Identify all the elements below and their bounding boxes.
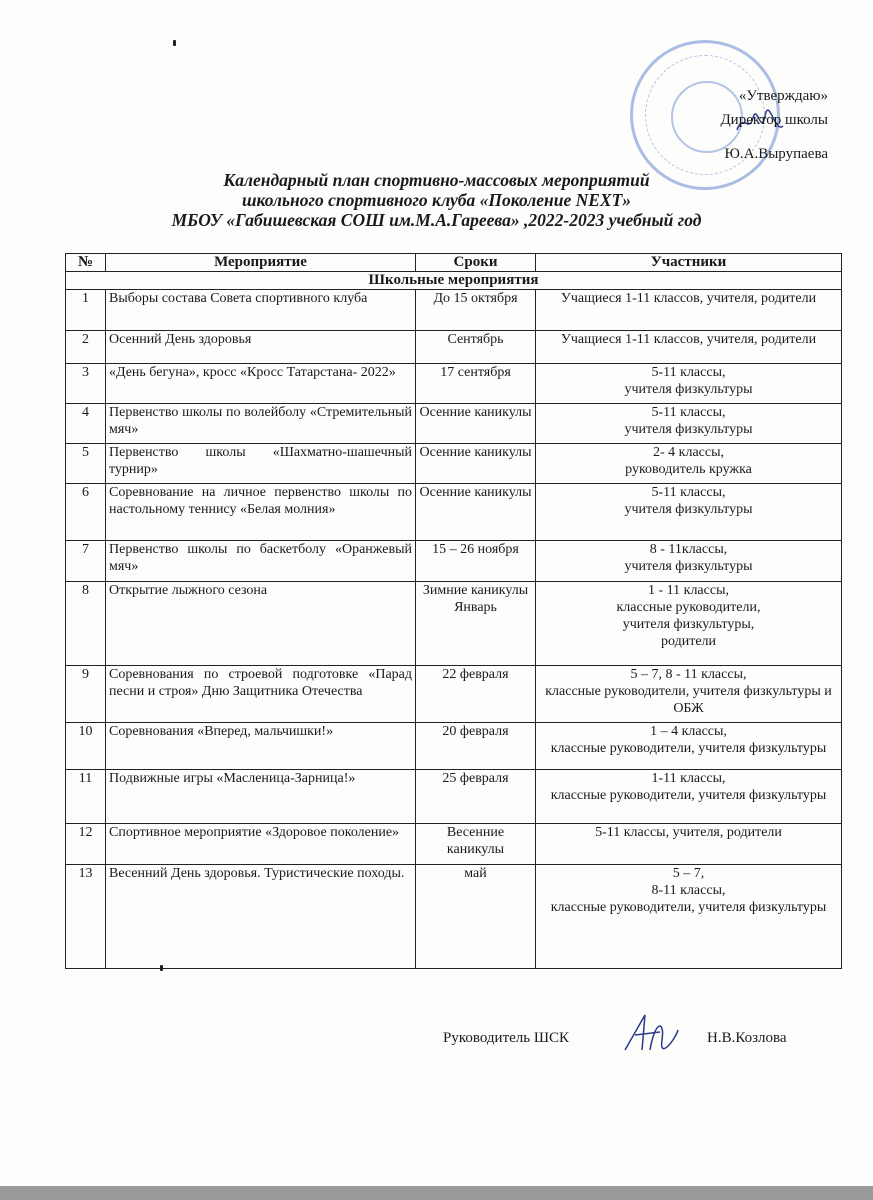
row-event: «День бегуна», кросс «Кросс Татарстана- 2022»: [106, 364, 416, 404]
row-participants: 5-11 классы, учителя, родители: [536, 824, 842, 865]
club-head-signature: [620, 1010, 680, 1055]
table-row: [66, 865, 842, 969]
row-participants: 5-11 классы, учителя физкультуры: [536, 404, 842, 444]
col-header-event: Мероприятие: [106, 254, 416, 272]
row-participants: 1 – 4 классы, классные руководители, учителя физкультуры: [536, 723, 842, 770]
row-dates: 22 февраля: [416, 666, 536, 723]
row-participants: 5 – 7, 8 - 11 классы, классные руководители, учителя физкультуры и ОБЖ: [536, 666, 842, 723]
row-number: 10: [66, 723, 106, 770]
row-number: 3: [66, 364, 106, 404]
row-dates: 17 сентября: [416, 364, 536, 404]
table-row: [66, 364, 842, 404]
scan-speck: [173, 40, 176, 46]
scan-edge: [0, 1186, 873, 1200]
row-dates: 25 февраля: [416, 770, 536, 824]
section-title: Школьные мероприятия: [66, 272, 842, 290]
row-number: 9: [66, 666, 106, 723]
table-row: [66, 444, 842, 484]
table-header-row: [66, 254, 842, 272]
footer-role: Руководитель ШСК: [443, 1030, 570, 1046]
row-event: Открытие лыжного сезона: [106, 582, 416, 666]
row-participants: 1-11 классы, классные руководители, учителя физкультуры: [536, 770, 842, 824]
row-number: 7: [66, 541, 106, 582]
row-participants: 2- 4 классы, руководитель кружка: [536, 444, 842, 484]
row-participants: 1 - 11 классы, классные руководители, учителя физкультуры, родители: [536, 582, 842, 666]
row-dates: 20 февраля: [416, 723, 536, 770]
title-line: МБОУ «Габишевская СОШ им.М.А.Гареева» ,2022-2023 учебный год: [171, 210, 702, 230]
row-event: Первенство школы по баскетболу «Оранжевый мяч»: [106, 541, 416, 582]
table-row: [66, 824, 842, 865]
table-row: [66, 582, 842, 666]
row-number: 1: [66, 290, 106, 331]
row-dates: Осенние каникулы: [416, 444, 536, 484]
table-row: [66, 723, 842, 770]
row-event: Соревнования по строевой подготовке «Парад песни и строя» Дню Защитника Отечества: [106, 666, 416, 723]
row-number: 12: [66, 824, 106, 865]
row-participants: 5-11 классы, учителя физкультуры: [536, 484, 842, 541]
row-participants: 5-11 классы, учителя физкультуры: [536, 364, 842, 404]
row-participants: 5 – 7, 8-11 классы, классные руководители, учителя физкультуры: [536, 865, 842, 969]
row-event: Соревнования «Вперед, мальчишки!»: [106, 723, 416, 770]
table-row: [66, 541, 842, 582]
col-header-participants: Участники: [536, 254, 842, 272]
row-dates: Зимние каникулы Январь: [416, 582, 536, 666]
row-dates: Весенние каникулы: [416, 824, 536, 865]
title-line: Календарный план спортивно-массовых мероприятий: [223, 170, 650, 190]
title-line: школьного спортивного клуба «Поколение NEXT»: [241, 190, 632, 210]
row-number: 6: [66, 484, 106, 541]
row-event: Первенство школы по волейболу «Стремительный мяч»: [106, 404, 416, 444]
row-event: Соревнование на личное первенство школы по настольному теннису «Белая молния»: [106, 484, 416, 541]
row-event: Выборы состава Совета спортивного клуба: [106, 290, 416, 331]
row-number: 2: [66, 331, 106, 364]
row-event: Подвижные игры «Масленица-Зарница!»: [106, 770, 416, 824]
row-dates: Осенние каникулы: [416, 484, 536, 541]
events-table: [65, 253, 842, 969]
document-title: [0, 170, 873, 230]
row-number: 11: [66, 770, 106, 824]
row-number: 13: [66, 865, 106, 969]
row-dates: май: [416, 865, 536, 969]
col-header-dates: Сроки: [416, 254, 536, 272]
approval-name: Ю.А.Вырупаева: [724, 146, 828, 162]
row-number: 4: [66, 404, 106, 444]
col-header-number: №: [66, 254, 106, 272]
row-dates: Сентябрь: [416, 331, 536, 364]
row-event: Первенство школы «Шахматно-шашечный турнир»: [106, 444, 416, 484]
table-row: [66, 404, 842, 444]
table-row: [66, 290, 842, 331]
row-participants: Учащиеся 1-11 классов, учителя, родители: [536, 290, 842, 331]
row-number: 5: [66, 444, 106, 484]
row-dates: 15 – 26 ноября: [416, 541, 536, 582]
section-row: [66, 272, 842, 290]
approval-line: «Утверждаю»: [738, 88, 828, 104]
row-participants: Учащиеся 1-11 классов, учителя, родители: [536, 331, 842, 364]
table-row: [66, 331, 842, 364]
row-dates: До 15 октября: [416, 290, 536, 331]
approval-block: [720, 84, 828, 166]
row-event: Осенний День здоровья: [106, 331, 416, 364]
row-dates: Осенние каникулы: [416, 404, 536, 444]
table-row: [66, 770, 842, 824]
footer-name: Н.В.Козлова: [707, 1030, 787, 1046]
row-event: Весенний День здоровья. Туристические походы.: [106, 865, 416, 969]
table-row: [66, 484, 842, 541]
approval-position: Директор школы: [720, 112, 828, 128]
row-event: Спортивное мероприятие «Здоровое поколение»: [106, 824, 416, 865]
table-row: [66, 666, 842, 723]
row-participants: 8 - 11классы, учителя физкультуры: [536, 541, 842, 582]
row-number: 8: [66, 582, 106, 666]
